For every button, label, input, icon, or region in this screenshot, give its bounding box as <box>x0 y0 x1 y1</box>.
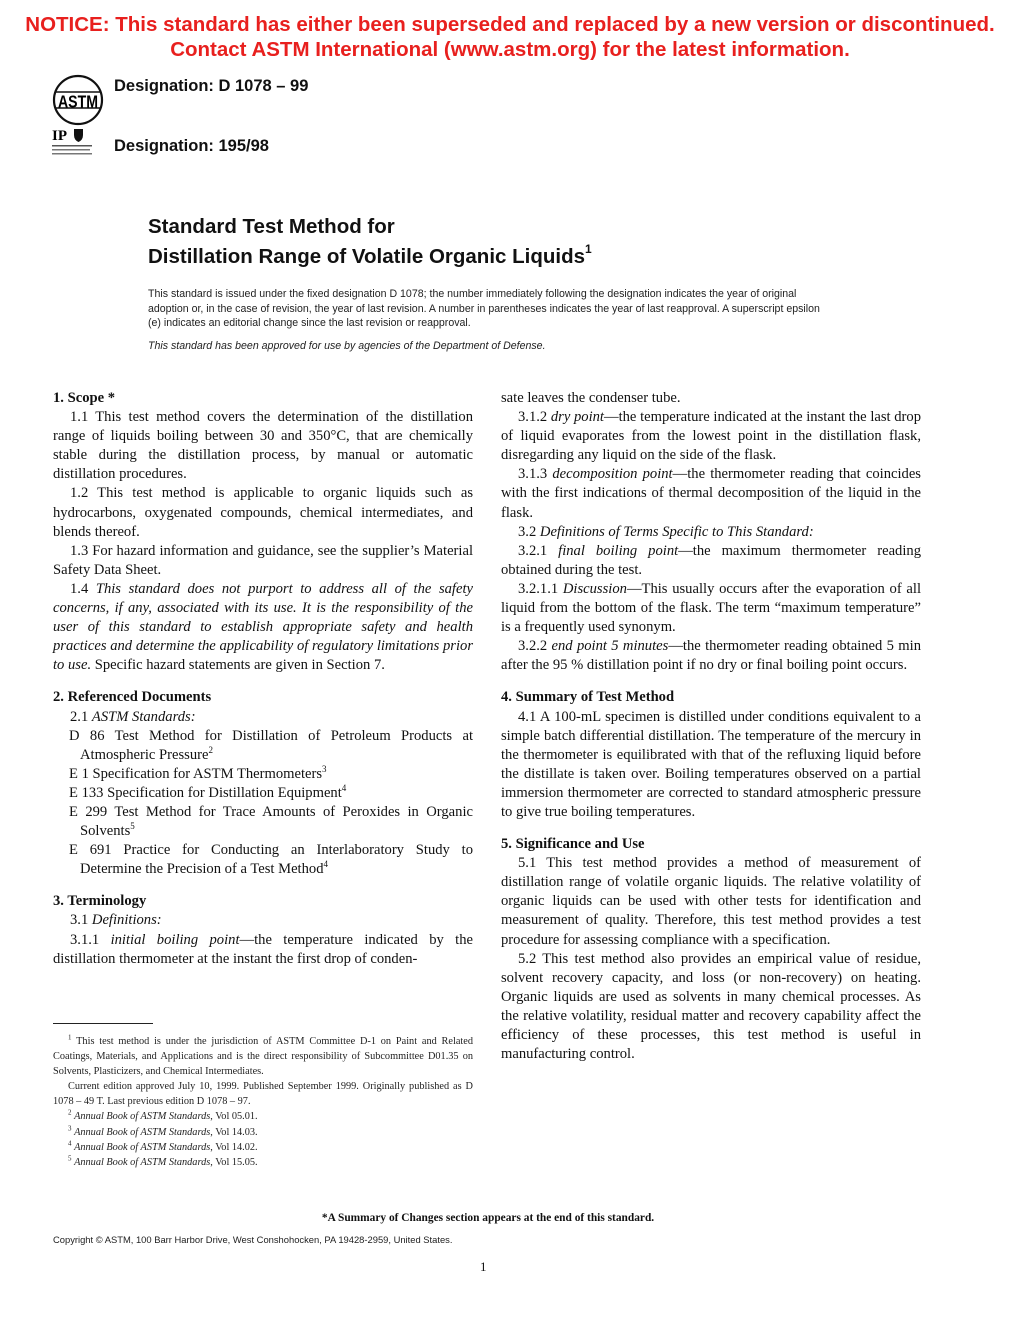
supersession-notice <box>0 12 1020 62</box>
para-3-2: 3.2 Definitions of Terms Specific to This Standard: <box>518 523 814 540</box>
title-footnote-mark: 1 <box>585 242 592 256</box>
title-line-1: Standard Test Method for <box>148 215 395 238</box>
para-5-1: 5.1 This test method provides a method of measurement of distillation range of volatile organic liquids. The relative volatility of organic liquids can be used with other tests for identification and measurement of quality. Therefore, this test method provides a test procedure for assessing compliance with a specification. <box>501 855 921 948</box>
para-1-4: 1.4 This standard does not purport to address all of the safety concerns, if any, associated with its use. It is the responsibility of the user of this standard to establish appropriate safety and health practices and determine the applicability of regulatory limitations prior to use. Specific hazard statements are given in Section 7. <box>53 580 473 674</box>
footnote-1: $^1$ This test method is under the jurisdiction of ASTM Committee D-1 on Paint and Related Coatings, Materials, and Applications and is the direct responsibility of Subcommittee D01.35 on Solvents, Plasticizers, and Chemical Intermediates. <box>53 1033 474 1078</box>
notice-line-1: NOTICE: This standard has either been superseded and replaced by a new version or discontinued. <box>25 13 995 36</box>
para-3-1-1-continued: sate leaves the condenser tube. <box>501 390 681 406</box>
page-number: 1 <box>480 1259 487 1274</box>
footnote-item: $^5$ Annual Book of ASTM Standards, Vol 15.05. <box>68 1154 258 1168</box>
copyright-line: Copyright © ASTM, 100 Barr Harbor Drive, West Conshohocken, PA 19428-2959, United States. <box>53 1234 453 1245</box>
section-2-heading: 2. Referenced Documents <box>53 689 212 706</box>
para-3-1: 3.1 Definitions: <box>70 912 162 929</box>
footnote-item: $^4$ Annual Book of ASTM Standards, Vol 14.02. <box>68 1139 258 1153</box>
para-3-1-3: 3.1.3 decomposition point—the thermometer reading that coincides with the first indications of thermal decomposition of the liquid in the flask. <box>501 466 921 521</box>
ref-item: E 691 Practice for Conducting an Interlaboratory Study to Determine the Precision of a Test Method$^4$ <box>69 842 473 878</box>
para-5-2: 5.2 This test method also provides an empirical value of residue, solvent recovery capacity, and loss (or non-recovery) on heating. Organic liquids are used as solvents in many chemical processes. As the relative volatility, residual matter and recovery capability affect the efficiency of these processes, this test method is useful in manufacturing control. <box>501 950 921 1063</box>
footnote-item: $^2$ Annual Book of ASTM Standards, Vol 05.01. <box>68 1109 258 1123</box>
ref-item: E 1 Specification for ASTM Thermometers$^3$ <box>69 763 327 782</box>
left-column <box>53 389 473 969</box>
summary-of-changes-note: *A Summary of Changes section appears at the end of this standard. <box>321 1212 655 1224</box>
para-3-2-1-1: 3.2.1.1 Discussion—This usually occurs after the evaporation of all liquid from the bottom of the flask. The term “maximum temperature” is a frequently used synonym. <box>501 580 921 636</box>
footnote-1-current-edition: Current edition approved July 10, 1999. Published September 1999. Originally published as D 1078 – 49 T. Last previous edition D 1078 – 97. <box>53 1081 473 1108</box>
astm-logo-text: ASTM <box>57 92 98 112</box>
section-1-heading: 1. Scope * <box>53 390 116 406</box>
document-title <box>148 214 592 269</box>
para-1-3: 1.3 For hazard information and guidance, see the supplier’s Material Safety Data Sheet. <box>53 542 473 578</box>
para-1-1: 1.1 This test method covers the determination of the distillation range of liquids boiling between 30 and 350°C, that are chemically stable during the distillation process, by manual or automatic distillation procedures. <box>53 409 473 483</box>
ip-designation: Designation: 195/98 <box>114 137 269 155</box>
astm-designation: Designation: D 1078 – 99 <box>114 77 309 95</box>
para-3-2-2: 3.2.2 end point 5 minutes—the thermometer reading obtained 5 min after the 95 % distillation point if no dry or final boiling point occurs. <box>501 638 921 674</box>
para-4-1: 4.1 A 100-mL specimen is distilled under conditions equivalent to a simple batch differential distillation. The temperature of the mercury in the thermometer is equilibrated with that of the refluxing liquid before the distillate is taken over. Boiling temperatures observed on a partial immersion thermometer are corrected to standard atmospheric pressure to give true boiling temperatures. <box>501 708 921 820</box>
footnote-rule <box>53 1023 153 1024</box>
para-3-1-1: 3.1.1 initial boiling point—the temperature indicated by the distillation thermometer at the instant the first drop of conden- <box>53 931 473 967</box>
astm-logo <box>52 74 104 126</box>
ip-logo-text: IP <box>52 128 67 144</box>
footnote-item: $^3$ Annual Book of ASTM Standards, Vol 14.03. <box>68 1124 258 1138</box>
section-4-heading: 4. Summary of Test Method <box>501 689 675 706</box>
section-5-heading: 5. Significance and Use <box>501 836 645 853</box>
notice-line-2: Contact ASTM International (www.astm.org) for the latest information. <box>170 38 850 61</box>
ip-logo <box>52 126 98 160</box>
ref-item: D 86 Test Method for Distillation of Petroleum Products at Atmospheric Pressure$^2$ <box>69 727 473 763</box>
para-3-2-1: 3.2.1 final boiling point—the maximum thermometer reading obtained during the test. <box>501 542 921 578</box>
ref-item: E 299 Test Method for Trace Amounts of Peroxides in Organic Solvents$^5$ <box>69 803 473 840</box>
title-line-2: Distillation Range of Volatile Organic Liquids <box>148 244 585 268</box>
preface <box>148 287 832 353</box>
dod-approval-note: This standard has been approved for use by agencies of the Department of Defense. <box>148 339 546 352</box>
preface-text: This standard is issued under the fixed designation D 1078; the number immediately following the designation indicates the year of original adoption or, in the case of revision, the year of last revision. A number in parentheses indicates the year of last reapproval. A superscript epsilon (e) indicates an editorial change since the last revision or reapproval. <box>148 288 820 330</box>
para-3-1-2: 3.1.2 dry point—the temperature indicated at the instant the last drop of liquid evaporates from the lowest point in the distillation flask, disregarding any liquid on the side of the flask. <box>501 409 921 464</box>
ref-item: E 133 Specification for Distillation Equipment$^4$ <box>69 783 347 801</box>
para-2-1: 2.1 ASTM Standards: <box>70 708 196 725</box>
right-column <box>501 389 921 1064</box>
section-3-heading: 3. Terminology <box>53 893 147 910</box>
para-1-2: 1.2 This test method is applicable to organic liquids such as hydrocarbons, oxygenated compounds, chemical intermediates, and blends thereof. <box>53 485 473 540</box>
footnotes <box>53 1034 473 1170</box>
